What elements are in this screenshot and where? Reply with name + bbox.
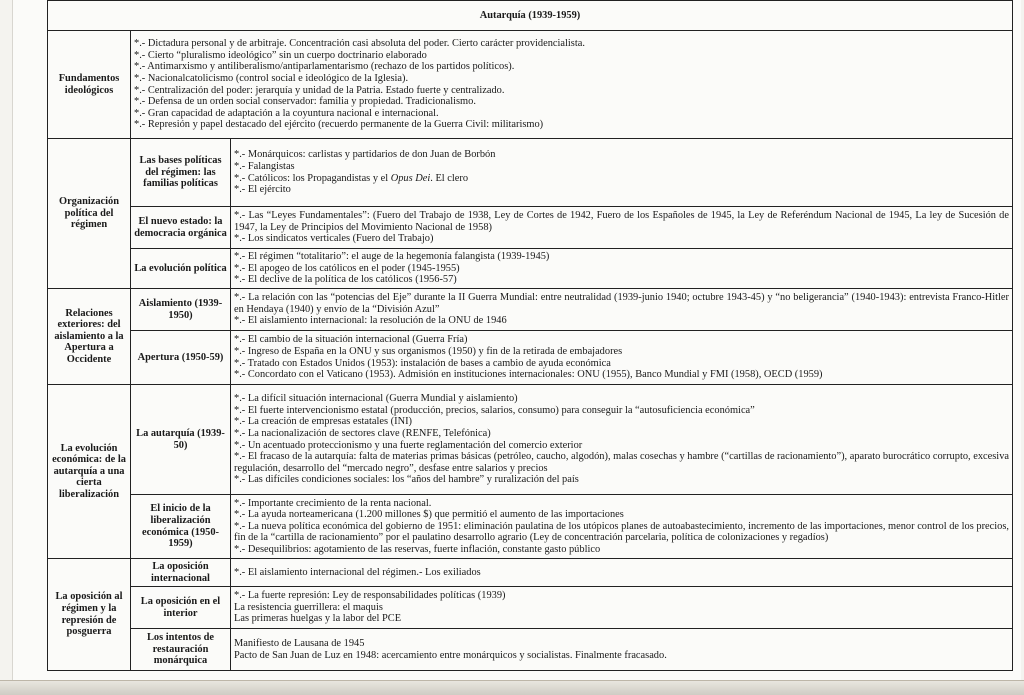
list-item: *.- La nueva política económica del gobierno de 1951: eliminación paulatina de los utópicos planes de autoabastecimiento, incremento de las importaciones, menor control de los precios, fin de la “cartilla de racionamiento” por el paulatino desarrollo agrario (Ley de concentración parcelaria, política de colonizaciones y regadíos): [234, 520, 1009, 544]
section-relaciones-row-2: [48, 331, 1013, 385]
list-item: Pacto de San Juan de Luz en 1948: acercamiento entre monárquicos y socialistas. Finalmente fracasado.: [234, 649, 667, 661]
list-item: *.- La creación de empresas estatales (INI): [234, 416, 412, 428]
list-item: *.- Concordato con el Vaticano (1953). Admisión en instituciones internacionales: ONU (1955), Banco Mundial y FMI (1958), OECD (1959): [234, 369, 823, 381]
list-item: *.- El cambio de la situación internacional (Guerra Fría): [234, 334, 468, 346]
scan-bottom-edge: [0, 680, 1024, 695]
list-item: *.- El régimen “totalitario”: el auge de la hegemonía falangista (1939-1945): [234, 251, 550, 263]
page-title: Autarquía (1939-1959): [48, 1, 1013, 31]
sub-content-autarquia: [231, 385, 1013, 495]
list-item: *.- Cierto “pluralismo ideológico” sin un cuerpo doctrinario elaborado: [134, 49, 427, 61]
sub-label-oposicion-interior: La oposición en el interior: [131, 587, 231, 629]
section-label-economia: La evolución económica: de la autarquía a una cierta liberalización: [48, 385, 131, 559]
sub-content-oposicion-interior: [231, 587, 1013, 629]
list-item: Manifiesto de Lausana de 1945: [234, 637, 365, 649]
list-item: *.- Desequilibrios: agotamiento de las reservas, fuerte inflación, constante gasto público: [234, 543, 601, 555]
sub-label-restauracion-monarquica: Los intentos de restauración monárquica: [131, 629, 231, 671]
list-item: *.- El ejército: [234, 184, 291, 196]
sub-content-liberalizacion: [231, 495, 1013, 559]
sub-label-evolucion-politica: La evolución política: [131, 249, 231, 289]
sub-content-apertura: [231, 331, 1013, 385]
sub-label-apertura: Apertura (1950-59): [131, 331, 231, 385]
section-label-oposicion: La oposición al régimen y la represión de posguerra: [48, 559, 131, 671]
list-item: *.- El fuerte intervencionismo estatal (producción, precios, salarios, consumo) para conseguir la “autosuficiencia económica”: [234, 404, 755, 416]
sub-label-nuevo-estado: El nuevo estado: la democracia orgánica: [131, 207, 231, 249]
list-item: *.- Católicos: los Propagandistas y el Opus Dei. El clero: [234, 172, 469, 184]
list-item: *.- La difícil situación internacional (Guerra Mundial y aislamiento): [234, 393, 518, 405]
list-item: *.- Falangistas: [234, 160, 295, 172]
list-item: *.- Las “Leyes Fundamentales”: (Fuero del Trabajo de 1938, Ley de Cortes de 1942, Fuero de los Españoles de 1945, la Ley de Referéndum Nacional de 1945, La ley de Sucesión de 1947, la Ley de Principios del Movimiento Nacional de 1958): [234, 210, 1009, 233]
list-item: *.- Monárquicos: carlistas y partidarios de don Juan de Borbón: [234, 149, 496, 161]
list-item: Las primeras huelgas y la labor del PCE: [234, 613, 402, 625]
list-item: *.- El apogeo de los católicos en el poder (1945-1955): [234, 262, 460, 274]
section-label-organizacion: Organización política del régimen: [48, 139, 131, 289]
sub-content-bases-politicas: [231, 139, 1013, 207]
list-item: *.- Antimarxismo y antiliberalismo/antiparlamentarismo (rechazo de los partidos políticos).: [134, 61, 515, 73]
list-item: *.- El declive de la política de los católicos (1956-57): [234, 274, 457, 286]
section-fundamentos: [48, 31, 1013, 139]
list-item: *.- Nacionalcatolicismo (control social e ideológico de la Iglesia).: [134, 72, 409, 84]
list-item: *.- La fuerte represión: Ley de responsabilidades políticas (1939): [234, 590, 506, 602]
list-item: *.- Gran capacidad de adaptación a la coyuntura nacional e internacional.: [134, 107, 439, 119]
sub-label-autarquia: La autarquía (1939-50): [131, 385, 231, 495]
sub-content-aislamiento: [231, 289, 1013, 331]
list-item: *.- Tratado con Estados Unidos (1953): instalación de bases a cambio de ayuda económica: [234, 357, 611, 369]
section-organizacion-row-2: [48, 207, 1013, 249]
section-economia-row-2: [48, 495, 1013, 559]
list-item: *.- Centralización del poder: jerarquía y unidad de la Patria. Estado fuerte y centralizado.: [134, 84, 505, 96]
sub-content-evolucion-politica: [231, 249, 1013, 289]
section-label-fundamentos: Fundamentos ideológicos: [48, 31, 131, 139]
section-relaciones-row-1: [48, 289, 1013, 331]
section-economia-row-1: [48, 385, 1013, 495]
title-row: [48, 1, 1013, 31]
list-item: *.- Los sindicatos verticales (Fuero del Trabajo): [234, 233, 434, 245]
sub-label-liberalizacion: El inicio de la liberalización económica (1950-1959): [131, 495, 231, 559]
list-item: *.- Un acentuado proteccionismo y una fuerte reglamentación del comercio exterior: [234, 439, 583, 451]
list-item: *.- La nacionalización de sectores clave (RENFE, Telefónica): [234, 427, 491, 439]
list-item: *.- La ayuda norteamericana (1.200 millones $) que permitió el aumento de las importaciones: [234, 509, 624, 521]
list-item: *.- Represión y papel destacado del ejército (recuerdo permanente de la Guerra Civil: militarismo): [134, 119, 544, 131]
section-oposicion-row-2: [48, 587, 1013, 629]
list-item: *.- Ingreso de España en la ONU y sus organismos (1950) y fin de la retirada de embajadores: [234, 345, 623, 357]
sub-label-bases-politicas: Las bases políticas del régimen: las familias políticas: [131, 139, 231, 207]
section-oposicion-row-1: [48, 559, 1013, 587]
list-item: *.- La relación con las “potencias del Eje” durante la II Guerra Mundial: entre neutralidad (1939-junio 1940; octubre 1943-45) y “no beligerancia” (1940-1943): entrevista Franco-Hitler en Hendaya (1940) y envío de la “División Azul”: [234, 292, 1009, 315]
sub-content-restauracion-monarquica: [231, 629, 1013, 671]
list-item: *.- Dictadura personal y de arbitraje. Concentración casi absoluta del poder. Cierto carácter providencialista.: [134, 38, 585, 50]
list-item: *.- El aislamiento internacional: la resolución de la ONU de 1946: [234, 315, 507, 327]
list-item: *.- El aislamiento internacional del régimen.- Los exiliados: [234, 566, 481, 578]
section-oposicion-row-3: [48, 629, 1013, 671]
sub-content-nuevo-estado: [231, 207, 1013, 249]
list-item: *.- Defensa de un orden social conservador: familia y propiedad. Tradicionalismo.: [134, 96, 476, 108]
sub-label-oposicion-internacional: La oposición internacional: [131, 559, 231, 587]
sub-label-aislamiento: Aislamiento (1939-1950): [131, 289, 231, 331]
list-item: La resistencia guerrillera: el maquis: [234, 601, 383, 613]
sub-content-oposicion-internacional: [231, 559, 1013, 587]
section-organizacion-row-3: [48, 249, 1013, 289]
list-item: *.- Importante crecimiento de la renta nacional.: [234, 497, 432, 509]
opus-dei-emphasis: Opus Dei: [390, 172, 431, 184]
section-organizacion-row-1: [48, 139, 1013, 207]
section-label-relaciones: Relaciones exteriores: del aislamiento a la Apertura a Occidente: [48, 289, 131, 385]
section-content-fundamentos: [131, 31, 1013, 139]
list-item: *.- El fracaso de la autarquía: falta de materias primas básicas (petróleo, caucho, algodón), malas cosechas y hambre (“cartillas de racionamiento”), aparato burocrático corrupto, excesiva regulación, desarrollo del “mercado negro”, desfase entre salarios y precios: [234, 451, 1009, 474]
autarquia-summary-table: [47, 0, 1013, 671]
list-item: *.- Las difíciles condiciones sociales: los “años del hambre” y ruralización del país: [234, 474, 579, 486]
